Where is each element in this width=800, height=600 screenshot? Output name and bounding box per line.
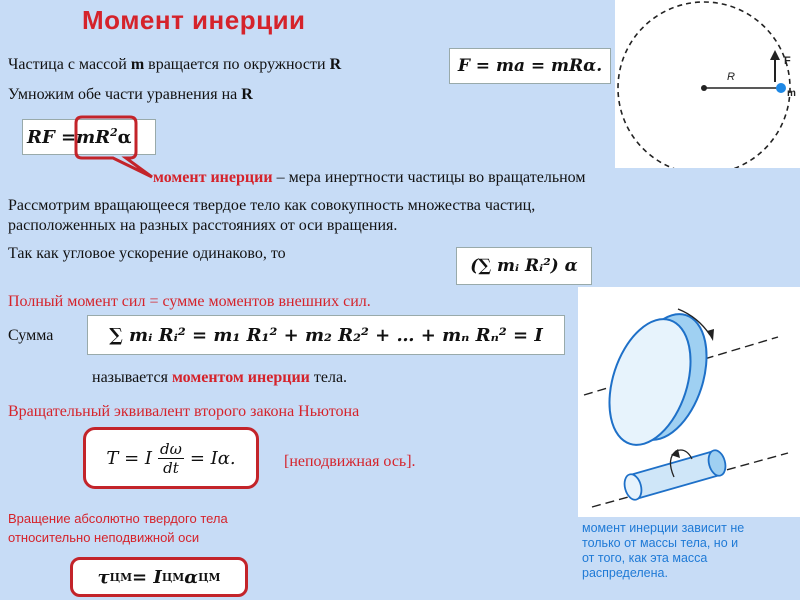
formula-newton-denominator: dt: [163, 458, 179, 477]
rigid-body-paragraph: [8, 196, 535, 236]
inertia-definition: [153, 168, 586, 188]
called-post: тела.: [309, 369, 348, 386]
formula-rf-left: RF =: [27, 126, 77, 148]
rigid-rotation-line-1: Вращение абсолютно твердого тела: [8, 511, 228, 526]
rigid-rotation-note: [8, 509, 228, 547]
called-pre: называется: [92, 369, 172, 386]
particle-statement-post: вращается по окружности: [144, 56, 330, 73]
rigid-body-line-1: Рассмотрим вращающееся твердое тело как совокупность множества частиц,: [8, 197, 536, 214]
radius-symbol: R: [329, 56, 342, 73]
formula-tau: [70, 557, 248, 597]
formula-tau-symbol: τ: [97, 566, 110, 588]
rigid-body-svg: [578, 287, 800, 517]
formula-tau-sub3: ЦМ: [198, 570, 221, 584]
sum-label: Сумма: [8, 327, 54, 344]
formula-newton-lhs: T = I: [106, 447, 152, 469]
inertia-term: момент инерции: [153, 169, 273, 186]
formula-newton-numerator: dω: [160, 439, 182, 458]
formula-big-sum: ∑ mᵢ Rᵢ² = m₁ R₁² + m₂ R₂² + … + mₙ Rₙ² = I: [87, 315, 565, 355]
formula-tau-sub2: ЦМ: [161, 570, 185, 584]
inertia-note-line-4: распределена.: [582, 566, 668, 580]
mass-symbol: m: [130, 56, 145, 73]
cylinder-body: [630, 451, 720, 499]
rigid-body-line-2: расположенных на разных расстояниях от оси вращения.: [8, 217, 398, 234]
total-torque-statement: Полный момент сил = сумме моментов внешних сил.: [8, 293, 371, 310]
formula-newton-rhs: = Iα.: [189, 447, 236, 469]
particle-point: [776, 83, 786, 93]
inertia-definition-rest: – мера инертности частицы во вращательном: [272, 169, 586, 186]
circle-diagram-panel: [615, 0, 800, 168]
inertia-note: [582, 521, 744, 581]
formula-newton-fraction: [158, 440, 184, 477]
page-title: Момент инерции: [82, 5, 306, 35]
called-statement: [92, 368, 347, 388]
fixed-axis-note: [неподвижная ось].: [284, 453, 416, 470]
formula-sum-alpha: (∑ mᵢ Rᵢ²) α: [456, 247, 592, 285]
center-point: [701, 85, 707, 91]
formula-force: F = ma = mRα.: [449, 48, 611, 84]
formula-newton: [83, 427, 259, 489]
inertia-note-line-2: только от массы тела, но и: [582, 536, 739, 550]
force-arrow-head: [770, 50, 780, 60]
inertia-note-line-1: момент инерции зависит не: [582, 521, 745, 535]
circle-diagram: [615, 0, 800, 168]
callout-outline: [76, 117, 152, 177]
disk-rotation-arrowhead: [707, 329, 714, 341]
rigid-rotation-line-2: относительно неподвижной оси: [8, 530, 200, 545]
inertia-note-line-3: от того, как эта масса: [582, 551, 708, 565]
formula-tau-alpha: α: [184, 566, 199, 588]
formula-rf-alpha: α: [117, 126, 132, 148]
circle-label-f: F: [784, 55, 791, 67]
rigid-body-illustration: [578, 287, 800, 517]
angular-acceleration-statement: Так как угловое ускорение одинаково, то: [8, 245, 286, 262]
formula-rf-exp: 2: [110, 126, 118, 139]
circle-label-m: m: [787, 88, 796, 99]
circle-label-r: R: [727, 71, 735, 83]
called-term: моментом инерции: [171, 369, 310, 386]
multiply-radius-symbol: R: [241, 86, 253, 103]
formula-tau-eq: = I: [132, 566, 162, 588]
formula-rf-mr-text: mR: [76, 127, 111, 148]
multiply-statement-pre: Умножим обе части уравнения на: [8, 86, 242, 103]
formula-tau-sub1: ЦМ: [109, 570, 133, 584]
newton-equivalent-heading: Вращательный эквивалент второго закона Ньютона: [8, 403, 360, 420]
particle-statement-pre: Частица с массой: [8, 56, 131, 73]
